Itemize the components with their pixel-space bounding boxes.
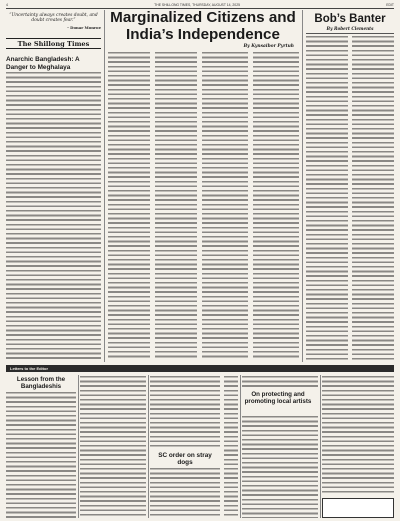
letter-headline: SC order on stray dogs: [158, 452, 212, 467]
section-label: EDIT: [386, 3, 394, 7]
column-rule: [78, 375, 79, 518]
letter-body-text: [6, 392, 76, 518]
main-article-column: [108, 52, 150, 360]
letter-body-text: [80, 376, 146, 518]
main-article-byline: By Kynsaibor Pyrtuh: [243, 44, 294, 49]
column-rule: [240, 375, 241, 518]
column-rule: [320, 375, 321, 518]
column-rule: [302, 10, 303, 362]
column-divider: [306, 33, 394, 34]
column-body-text: [306, 36, 348, 360]
column-body-text: [352, 36, 394, 360]
letter-body-text: [224, 376, 238, 518]
letter-body-text: [242, 376, 318, 388]
masthead: The Shillong Times: [6, 38, 101, 49]
column-rule: [148, 375, 149, 518]
letter-body-text: [322, 376, 394, 494]
editorial-body-text: [6, 72, 101, 360]
editorial-headline: Anarchic Bangladesh: A Danger to Meghalaya: [6, 56, 80, 71]
column-byline: By Robert Clements: [326, 26, 374, 31]
letter-headline: Lesson from the Bangladeshis: [16, 376, 66, 391]
letter-body-text: [150, 468, 220, 518]
advertisement-box: [322, 498, 394, 518]
page-header: [6, 2, 394, 9]
quote-author: - Donar Monroe: [67, 24, 101, 30]
main-article-headline: Marginalized Citizens and India’s Independence: [110, 9, 296, 43]
main-article-column: [253, 52, 299, 360]
letters-section-bar: Letters to the Editor: [6, 365, 394, 372]
masthead-est-line: [6, 50, 101, 55]
quote-of-the-day: [6, 11, 101, 37]
letter-body-text: [150, 376, 220, 448]
quote-text: “Uncertainty always creates doubt, and doubt creates fear.”: [9, 13, 98, 24]
column-title: Bob’s Banter: [314, 13, 386, 25]
main-article-column: [202, 52, 248, 360]
page-number: 4: [6, 3, 8, 7]
column-rule: [104, 10, 105, 362]
paper-date-line: THE SHILLONG TIMES, THURSDAY, AUGUST 14, 2025: [154, 3, 240, 7]
main-article-column: [155, 52, 197, 360]
letter-body-text: [242, 416, 318, 518]
letter-headline: On protecting and promoting local artists: [244, 391, 312, 406]
